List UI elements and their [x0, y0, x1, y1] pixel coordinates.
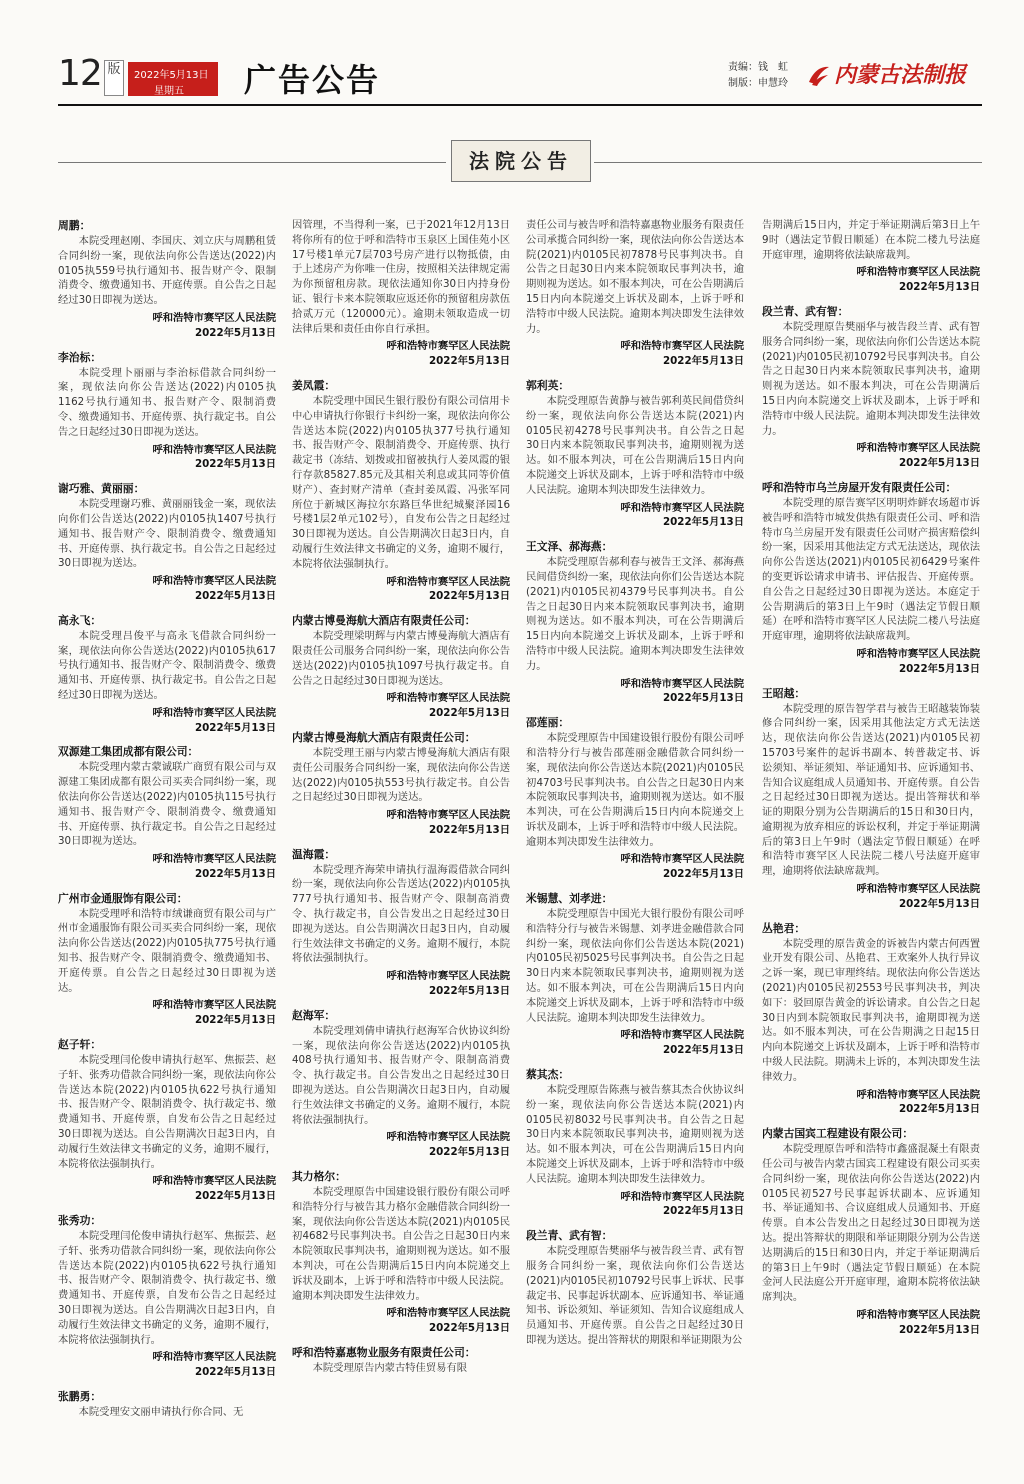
- notice-court: 呼和浩特市赛罕区人民法院: [152, 575, 276, 588]
- notice-body: 告期满后15日内，并定于举证期满后第3日上午9时（遇法定节假日顺延）在本院二楼九号法庭开庭审理，逾期将依法缺席裁判。: [762, 219, 980, 261]
- notice-date: 2022年5月13日: [898, 1103, 980, 1116]
- court-notice: [58, 613, 276, 736]
- notice-addressee: 内蒙古博曼海航大酒店有限责任公司：: [292, 730, 476, 744]
- newspaper-name: 内蒙古法制报: [834, 62, 967, 88]
- banner-line-right: [594, 162, 982, 163]
- court-notice: [58, 1037, 276, 1204]
- notice-court: 呼和浩特市赛罕区人民法院: [386, 575, 510, 588]
- notice-date: 2022年5月13日: [898, 897, 980, 910]
- court-notice: [58, 350, 276, 473]
- court-notice: [762, 304, 980, 471]
- page-label: 版: [104, 60, 124, 96]
- notice-addressee: 呼和浩特市乌兰房屋开发有限责任公司：: [762, 480, 957, 494]
- court-notice: [58, 481, 276, 604]
- notice-date: 2022年5月13日: [194, 458, 276, 471]
- court-notice: [526, 715, 744, 882]
- notice-court: 呼和浩特市赛罕区人民法院: [386, 340, 510, 353]
- notice-court: 呼和浩特市赛罕区人民法院: [152, 443, 276, 456]
- notice-date: 2022年5月13日: [194, 1014, 276, 1027]
- court-notice: [762, 921, 980, 1118]
- notice-body: 本院受理的原告黄金的诉被告内蒙古何西置业开发有限公司、丛艳君、王欢案外人执行异议之诉一案，现已审理终结。现依法向你公告送达(2021)内0105民初2553号民事判决书，判决如下：驳回原告黄金的诉讼请求。自公告之日起30日内到本院领取民事判决书，逾期即视为送达。如不服本判决，可在公告期满之日起15日内向本院递交上诉状及副本，上诉于呼和浩特市中级人民法院。期满未上诉的，本判决即发生法律效力。: [762, 937, 980, 1083]
- notice-addressee: 呼和浩特嘉惠物业服务有限责任公司：: [292, 1346, 476, 1359]
- court-notice: [762, 218, 980, 295]
- court-notice: [526, 1067, 744, 1219]
- notice-body: 本院受理刘倩申请执行赵海军合伙协议纠纷一案，现依法向你公告送达(2022)内0105执408号执行通知书、报告财产令、限制高消费令、执行裁定书。自公告发出之日起经过30日即视为送达。自公告期满次日起3日内，自动履行生效法律文书确定的义务。逾期不履行，本院将依法强制执行。: [292, 1024, 510, 1126]
- notice-body: 本院受理呼和浩特市绒谦商贸有限公司与广州市金通服饰有限公司买卖合同纠纷一案，现依法向你公告送达(2022)内0105执775号执行通知书、报告财产令、限制消费令、缴费通知书、开庭传票。自公告之日起经过30日即视为送达。: [58, 907, 276, 994]
- notice-body: 本院受理的原告智学君与被告王昭越装饰装修合同纠纷一案，因采用其他法定方式无法送达，现依法向你公告送达(2021)内0105民初15703号案件的起诉书副本、转普裁定书、诉讼须知、举证须知、举证通知书、应诉通知书、告知合议庭组成人员通知书、开庭传票。自公告之日起经过30日即视为送达。提出答辩状和举证的期限分别为公告期满后的15日和30日内，逾期视为放弃相应的诉讼权利，并定于举证期满后的第3日上午9时（遇法定节假日顺延）在呼和浩特市赛罕区人民法院二楼八号法庭开庭审理，逾期将依法缺席裁判。: [762, 702, 980, 878]
- notice-body: 本院受理原告内蒙古特佳贸易有限: [312, 1362, 468, 1374]
- notice-body: 本院受理内蒙古蒙诚联广商贸有限公司与双源建工集团成都有限公司买卖合同纠纷一案，现依法向你公告送达(2022)内0105执115号执行通知书、报告财产令、限制消费令、缴费通知书、开庭传票、执行裁定书。自公告之日起经过30日即视为送达。: [58, 761, 276, 848]
- notice-body: 本院受理吕俊平与高永飞借款合同纠纷一案，现依法向你公告送达(2022)内0105执617号执行通知书、报告财产令、限制消费令、缴费通知书、开庭传票、执行裁定书。自公告之日起经过30日即视为送达。: [58, 629, 276, 701]
- notice-court: 呼和浩特市赛罕区人民法院: [856, 883, 980, 896]
- notice-body: 本院受理安文丽申请执行你合同、无: [78, 1406, 244, 1418]
- notice-body: 本院受理中国民生银行股份有限公司信用卡中心申请执行你银行卡纠纷一案，现依法向你公告送达本院(2022)内0105执377号执行通知书、报告财产令、限制消费令、开庭传票、执行裁定书（冻结、划拨或扣留被执行人姜凤霞的银行存款85827.85元及其相关利息或其同等价值财产）、查封财产清单（查封姜凤霞、冯张军同所位于新城区海拉尔东路巨华世纪城聚泽园16号楼1层2单元102号），自发布公告之日起经过30日即视为送达。自公告期满次日起3日内，自动履行生效法律文书确定的义务，逾期不履行，本院将依法强制执行。: [292, 394, 510, 570]
- notice-body: 本院受理原告樊丽华与被告段兰青、武有智服务合同纠纷一案，现依法向你们公告送达本院(2021)内0105民初10792号民事判决书。自公告之日起30日内来本院领取民事判决书，逾期则视为送达。如不服本判决，可在公告期满后15日内向本院递交上诉状及副本，上诉于呼和浩特市中级人民法院。逾期本判决即发生法律效力。: [762, 320, 980, 437]
- notice-court: 呼和浩特市赛罕区人民法院: [856, 1309, 980, 1321]
- notice-court: 呼和浩特市赛罕区人民法院: [620, 1029, 744, 1042]
- notice-body: 本院受理原告中国光大银行股份有限公司呼和浩特分行与被告米锡慧、刘孝进金融借款合同纠纷一案，现依法向你们公告送达本院(2021)内0105民初5025号民事判决书。自公告之日起30日内来本院领取民事判决书，逾期则视为送达。如不服本判决，可在公告期满后15日内向本院递交上诉状及副本，上诉于呼和浩特市中级人民法院。逾期本判决即发生法律效力。: [526, 908, 744, 1024]
- issue-weekday: 星期五: [154, 86, 184, 97]
- editor-line: 责编：钱 虹: [728, 62, 788, 73]
- notice-date: 2022年5月13日: [194, 721, 276, 734]
- notice-addressee: 丛艳君：: [762, 921, 806, 935]
- notice-addressee: 张秀功：: [58, 1214, 102, 1228]
- notice-body: 本院受理赵刚、李国庆、刘立庆与周鹏租赁合同纠纷一案，现依法向你公告送达(2022)内0105执559号执行通知书、报告财产令、限制消费令、缴费通知书、开庭传票。自公告之日起经过30日即视为送达。: [58, 235, 276, 307]
- notice-date: 2022年5月13日: [662, 516, 744, 529]
- notice-date: 2022年5月13日: [662, 692, 744, 705]
- notice-addressee: 温海霞：: [292, 847, 336, 861]
- notice-date: 2022年5月13日: [898, 662, 980, 675]
- notice-date: 2022年5月13日: [898, 281, 980, 294]
- production-line: 制版：申慧玲: [728, 78, 788, 89]
- court-notice: [292, 847, 510, 999]
- court-notice: [58, 1389, 276, 1420]
- notice-date: 2022年5月13日: [194, 1366, 276, 1379]
- court-notice: [58, 1213, 276, 1380]
- banner-line-left: [58, 162, 446, 163]
- notice-addressee: 段兰青、武有智：: [762, 304, 849, 318]
- court-notice: [292, 730, 510, 838]
- court-notice: [526, 539, 744, 706]
- notice-body: 本院受理原告樊丽华与被告段兰青、武有智服务合同纠纷一案，现依法向你们公告送达(2021)内0105民初10792号民事上诉状、民事裁定书、民事起诉状副本、应诉通知书、举证通知书、诉讼须知、举证须知、告知合议庭组成人员通知书、开庭传票。自公告之日起经过30日即视为送达。提出答辩状的期限和举证期限为公: [526, 1245, 744, 1346]
- notice-addressee: 王昭越：: [762, 686, 806, 700]
- notice-date: 2022年5月13日: [662, 1205, 744, 1218]
- notice-column-1: [58, 218, 276, 1484]
- page-number-block: [58, 53, 122, 96]
- notice-court: 呼和浩特市赛罕区人民法院: [856, 1088, 980, 1101]
- court-notice: [292, 1008, 510, 1160]
- court-notice: [58, 218, 276, 341]
- notice-body: 本院受理原告陈燕与被告蔡其杰合伙协议纠纷一案，现依法向你公告送达本院(2021)内0105民初8032号民事判决书。自公告之日起30日内来本院领取民事判决书，逾期则视为送达。如不服本判决，可在公告期满后15日内向本院递交上诉状及副本，上诉于呼和浩特市中级人民法院。逾期本判决即发生法律效力。: [526, 1084, 744, 1185]
- notice-addressee: 邵莲丽：: [526, 716, 570, 730]
- editor-credits: [728, 60, 788, 92]
- notice-court: 呼和浩特市赛罕区人民法院: [152, 853, 276, 866]
- notice-column-3: [526, 218, 744, 1484]
- court-notice: [292, 1169, 510, 1336]
- notice-court: 呼和浩特市赛罕区人民法院: [386, 809, 510, 822]
- notice-body: 本院受理原告中国建设银行股份有限公司呼和浩特分行与被告邵莲丽金融借款合同纠纷一案，现依法向你公告送达本院(2021)内0105民初4703号民事判决书。自公告之日起30日内来本院领取民事判决书，逾期则视为送达。如不服本判决，可在公告期满后15日内向本院递交上诉状及副本，上诉于呼和浩特市中级人民法院。逾期本判决即发生法律效力。: [526, 732, 744, 848]
- notice-addressee: 蔡其杰：: [526, 1068, 570, 1082]
- notice-addressee: 赵子轩：: [58, 1038, 102, 1052]
- masthead: [58, 53, 982, 104]
- notice-court: 呼和浩特市赛罕区人民法院: [386, 692, 510, 705]
- notice-addressee: 广州市金通服饰有限公司：: [58, 891, 188, 905]
- page-number: 12: [58, 53, 102, 94]
- newspaper-logo: [806, 60, 982, 90]
- notice-date: 2022年5月13日: [194, 1190, 276, 1203]
- notice-body: 本院受理王丽与内蒙古博曼海航大酒店有限责任公司服务合同纠纷一案，现依法向你公告送达(2022)内0105执553号执行裁定书。自公告之日起经过30日即视为送达。: [292, 746, 510, 804]
- court-notice: [292, 378, 510, 604]
- notice-court: 呼和浩特市赛罕区人民法院: [152, 311, 276, 324]
- court-notice: [526, 218, 744, 369]
- court-notice: [292, 218, 510, 369]
- court-notice: [292, 613, 510, 721]
- notice-date: 2022年5月13日: [662, 1044, 744, 1057]
- court-notice: [762, 1126, 980, 1337]
- notice-court: 呼和浩特市赛罕区人民法院: [620, 1190, 744, 1203]
- court-notice: [58, 891, 276, 1028]
- logo-swoosh-icon: [806, 62, 832, 88]
- notice-date: 2022年5月13日: [662, 355, 744, 368]
- notice-court: 呼和浩特市赛罕区人民法院: [620, 501, 744, 514]
- notice-body: 本院受理闫伦俊申请执行赵军、焦振芸、赵子轩、张秀功借款合同纠纷一案，现依法向你公告送达本院(2022)内0105执622号执行通知书、报告财产令、限制消费令、执行裁定书、缴费通知书、开庭传票，自发布公告之日起经过30日即视为送达。自公告期满次日起3日内，自动履行生效法律文书确定的义务，逾期不履行，本院将依法强制执行。: [58, 1230, 276, 1346]
- notice-date: 2022年5月13日: [662, 868, 744, 881]
- notice-addressee: 郭利英：: [526, 378, 570, 392]
- notice-date: 2022年5月13日: [194, 326, 276, 339]
- notice-addressee: 王文泽、郝海燕：: [526, 540, 613, 554]
- notice-body: 本院受理闫伦俊申请执行赵军、焦振芸、赵子轩、张秀功借款合同纠纷一案，现依法向你公告送达本院(2022)内0105执622号执行通知书、报告财产令、限制消费令、执行裁定书、缴费通知书、开庭传票，自发布公告之日起经过30日即视为送达。自公告期满次日起3日内，自动履行生效法律文书确定的义务，逾期不履行，本院将依法强制执行。: [58, 1054, 276, 1170]
- notice-addressee: 周鹏：: [58, 219, 91, 232]
- notice-date: 2022年5月13日: [428, 823, 510, 836]
- notice-date: 2022年5月13日: [194, 867, 276, 880]
- notice-date: 2022年5月13日: [428, 355, 510, 368]
- notice-body: 本院受理原告黄静与被告郭利英民间借贷纠纷一案，现依法向你公告送达本院(2021)内0105民初4278号民事判决书。自公告之日起30日内来本院领取民事判决书，逾期则视为送达。如不服本判决，可在公告期满后15日内向本院递交上诉状及副本，上诉于呼和浩特市中级人民法院。逾期本判决即发生法律效力。: [526, 394, 744, 496]
- notice-court: 呼和浩特市赛罕区人民法院: [152, 706, 276, 719]
- notice-column-2: [292, 218, 510, 1484]
- notice-date: 2022年5月13日: [898, 1323, 980, 1336]
- notice-body: 责任公司与被告呼和浩特嘉惠物业服务有限责任公司承揽合同纠纷一案，现依法向你公告送达本院(2021)内0105民初7878号民事判决书。自公告之日起30日内来本院领取民事判决书，逾期则视为送达。如不服本判决，可在公告期满后15日内向本院递交上诉状及副本，上诉于呼和浩特市中级人民法院。逾期本判决即发生法律效力。: [526, 219, 744, 335]
- notice-date: 2022年5月13日: [428, 1322, 510, 1335]
- court-notice: [526, 891, 744, 1058]
- notice-addressee: 高永飞：: [58, 613, 102, 627]
- header-rule: [58, 104, 982, 106]
- notice-date: 2022年5月13日: [428, 1146, 510, 1159]
- notice-date: 2022年5月13日: [428, 985, 510, 998]
- section-title: 广告公告: [244, 61, 381, 99]
- notice-addressee: 姜凤霞：: [292, 378, 336, 392]
- notice-court: 呼和浩特市赛罕区人民法院: [856, 442, 980, 455]
- section-banner: [58, 140, 982, 180]
- notice-body: 本院受理卜丽丽与李治标借款合同纠纷一案，现依法向你公告送达(2022)内0105执1162号执行通知书、报告财产令、限制消费令、缴费通知书、开庭传票、执行裁定书。自公告之日起经过30日即视为送达。: [58, 366, 276, 438]
- notice-court: 呼和浩特市赛罕区人民法院: [152, 999, 276, 1012]
- notice-addressee: 李治标：: [58, 350, 102, 364]
- notice-body: 本院受理原告中国建设银行股份有限公司呼和浩特分行与被告其力格尔金融借款合同纠纷一案，现依法向你公告送达本院(2021)内0105民初4682号民事判决书。自公告之日起30日内来本院领取民事判决书，逾期则视为送达。如不服本判决，可在公告期满后15日内向本院递交上诉状及副本，上诉于呼和浩特市中级人民法院。逾期本判决即发生法律效力。: [292, 1186, 510, 1302]
- notice-body: 本院受理齐海荣申请执行温海霞借款合同纠纷一案，现依法向你公告送达(2022)内0105执777号执行通知书、报告财产令、限制高消费令、执行裁定书，自公告发出之日起经过30日即视为送达。自公告期满次日起3日内，自动履行生效法律文书确定的义务。逾期不履行，本院将依法强制执行。: [292, 863, 510, 965]
- banner-title: 法院公告: [469, 149, 573, 173]
- court-notice: [292, 1345, 510, 1376]
- banner-box: [451, 140, 591, 182]
- notice-court: 呼和浩特市赛罕区人民法院: [620, 853, 744, 866]
- notice-addressee: 谢巧雅、黄丽丽：: [58, 482, 145, 496]
- notice-court: 呼和浩特市赛罕区人民法院: [386, 1131, 510, 1144]
- court-notice: [762, 480, 980, 677]
- notice-addressee: 双源建工集团成都有限公司：: [58, 745, 199, 759]
- issue-date: 2022年5月13日: [134, 70, 209, 81]
- notice-court: 呼和浩特市赛罕区人民法院: [856, 266, 980, 279]
- notice-body: 本院受理谢巧雅、黄丽丽钱金一案，现依法向你们公告送达(2022)内0105执1407号执行通知书、报告财产令、限制消费令、缴费通知书、开庭传票、执行裁定书。自公告之日起经过30日即视为送达。: [58, 498, 276, 570]
- notice-court: 呼和浩特市赛罕区人民法院: [620, 677, 744, 690]
- notice-date: 2022年5月13日: [428, 590, 510, 603]
- notice-body: 本院受理梁明辉与内蒙古博曼海航大酒店有限责任公司服务合同纠纷一案，现依法向你公告送达(2022)内0105执1097号执行裁定书。自公告之日起经过30日即视为送达。: [292, 630, 510, 687]
- notice-body: 本院受理的原告赛罕区明明炸鲜农场超市诉被告呼和浩特市城发供热有限责任公司、呼和浩特市乌兰房屋开发有限责任公司财产损害赔偿纠纷一案，因采用其他法定方式无法送达，现依法向你公告送达(2021)内0105民初6429号案件的变更诉讼请求申请书、评估报告、开庭传票。自公告之日起经过30日即视为送达。本庭定于公告期满后的第3日上午9时（遇法定节假日顺延）在呼和浩特市赛罕区人民法院二楼八号法庭开庭审理，逾期将依法缺席裁判。: [762, 496, 980, 643]
- court-notice: [762, 686, 980, 912]
- notice-body: 本院受理原告郝利春与被告王文泽、郝海燕民间借贷纠纷一案，现依法向你们公告送达本院(2021)内0105民初4379号民事判决书。自公告之日起30日内来本院领取民事判决书，逾期则视为送达。如不服本判决，可在公告期满后15日内向本院递交上诉状及副本，上诉于呼和浩特市中级人民法院。逾期本判决即发生法律效力。: [526, 556, 744, 672]
- notice-body: 因管理，不当得利一案，已于2021年12月13日将你所有的位于呼和浩特市玉泉区上国佳苑小区17号楼1单元7层703号房产进行以物抵债，由于上述房产为你唯一住房，按照相关法律规定需为你预留租房款。现依法通知你30日内持身份证、银行卡来本院领取应返还你的预留租房款伍拾贰万元（120000元）。逾期未领取造成一切法律后果和责任由你自行承担。: [292, 219, 510, 335]
- notice-addressee: 内蒙古博曼海航大酒店有限责任公司：: [292, 614, 476, 628]
- notice-date: 2022年5月13日: [194, 589, 276, 602]
- notice-court: 呼和浩特市赛罕区人民法院: [620, 340, 744, 353]
- notice-court: 呼和浩特市赛罕区人民法院: [386, 1307, 510, 1320]
- notice-addressee: 米锡慧、刘孝进：: [526, 892, 613, 906]
- notice-body: 本院受理原告呼和浩特市鑫盛混凝土有限责任公司与被告内蒙古国宾工程建设有限公司买卖合同纠纷一案，现依法向你公告送达(2022)内0105民初527号民事起诉状副本、应诉通知书、举证通知书、合议庭组成人员通知书、开庭传票。自本公告发出之日起经过30日即视为送达。提出答辩状的期限和举证期限分别为公告送达期满后的15日和30日内，并定于举证期满后的第3日上午9时（遇法定节假日顺延）在本院金河人民法庭公开开庭审理，逾期本院将依法缺席判决。: [762, 1143, 980, 1304]
- notice-court: 呼和浩特市赛罕区人民法院: [386, 970, 510, 983]
- notice-date: 2022年5月13日: [428, 707, 510, 720]
- notice-court: 呼和浩特市赛罕区人民法院: [152, 1175, 276, 1188]
- court-notice: [58, 744, 276, 881]
- court-notice: [526, 1228, 744, 1348]
- court-notice: [526, 378, 744, 530]
- notice-court: 呼和浩特市赛罕区人民法院: [152, 1351, 276, 1364]
- notice-column-4: [762, 218, 980, 1484]
- notice-addressee: 赵海军：: [292, 1008, 336, 1022]
- notice-addressee: 其力格尔：: [292, 1170, 346, 1184]
- notice-court: 呼和浩特市赛罕区人民法院: [856, 647, 980, 660]
- notice-addressee: 内蒙古国宾工程建设有限公司：: [762, 1127, 914, 1141]
- notice-addressee: 段兰青、武有智：: [526, 1229, 613, 1243]
- notice-addressee: 张鹏勇：: [58, 1390, 102, 1403]
- notice-date: 2022年5月13日: [898, 457, 980, 470]
- date-badge: [128, 62, 218, 96]
